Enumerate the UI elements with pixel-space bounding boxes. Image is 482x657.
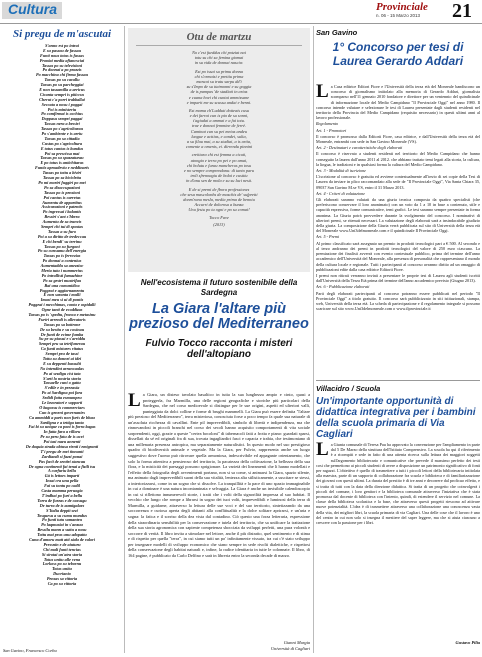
poem-line: Cuna d'amoru matt atti sàdu de valori bbox=[29, 537, 95, 542]
poem-line: Totus unitu alle vena bbox=[43, 557, 81, 562]
otu-line: E de si premi de fbora professiones bbox=[188, 186, 250, 192]
column-divider bbox=[313, 26, 314, 653]
poem-line: Ca po su vittoria bbox=[47, 581, 77, 586]
poem-line: Sempri pru de tassi bbox=[45, 352, 79, 357]
poem-line: S'edile e in prezaxia bbox=[44, 386, 80, 391]
poem-line: Funti nous totus is fassas bbox=[40, 53, 84, 58]
otu-stanza bbox=[138, 69, 300, 105]
poem-line: Le lavoratori e sopporti bbox=[41, 401, 83, 406]
poem-line: Aumentaddu sa anezzioc bbox=[40, 264, 84, 269]
poem-line: Ducrianio bbox=[53, 572, 71, 577]
poem-line: Po macchina chi firma fassau bbox=[36, 73, 88, 78]
poem-line: Tassas po sa cittadia bbox=[44, 136, 80, 141]
poem-line: S'Italia deppit sezi bbox=[46, 508, 78, 513]
poem-line: Sedidi fatta esmumpeu bbox=[42, 396, 82, 401]
otu-line: mancai su tratu sarpu dd'i bbox=[196, 78, 242, 84]
otu-title-rule bbox=[136, 45, 302, 46]
article-text: a Giunta comunale di Teresa Pau ha approvato la convenzione per l'ampliamento in parte dal 5 De Marzo della struttura dell'Istituto Comprensivo. La scuola ha qui il riferimento è a ricompiti e sede in fatto di una attenta ricerca sulla lettura dei maggiori soggetti sull'argomento bibliotecario e comunicative che prevede il massimo perfetto dei testi cosi che permettono ai piccoli studenti di avere a disposizione un patrimonio significativo di fonti per ragazzi. L'obiettivo è quello di trasmettere a tutti i piccoli lettori della bibliotecaria intitolata alla maestra, parte di un supporto di collaborazione fra scuola e biblioteca e di familiarizzazione dei giovani con questi ultimi. La durata del prestito è di tre anni e decorrere dal proficuo effetto, e si tratta di tutti con la data della direzione didattica. Si tratta di un progetto che coinvolgerà i piccoli del comune, i loro genitori e la biblioteca comunale attraverso l'iniziativa che è stata promossa dal docente di biblioteca con l'intento, quindi, di estendere il servizio nel comune. La classe della biblioteca scolastica e la base, che attraverso questi progetti riescono ad attivare nuove potenzialità. L'idea è di trasmettere attraverso una collaborazione una conoscenza vasta della vita, dei migliori libri, la scuola primaria di via Cagliari. Una delle cose che il lavoro è uno del centro in cui non solo si insegna il mestiere del saper leggere, ma che si aiuta ciascuno a crescere con la passione per i libri. bbox=[316, 442, 480, 526]
poem-line: Po comfirmai is occhius bbox=[41, 112, 83, 117]
poem-line: Sempri chi tui di spostas bbox=[40, 224, 84, 229]
otu-de-martzu-box bbox=[128, 28, 310, 272]
poem-line: Po su cunsumu dell'energia bbox=[37, 249, 87, 254]
concorso-article-header bbox=[316, 28, 480, 68]
scuola-article-body bbox=[316, 442, 480, 638]
otu-line: chi bolutu e furau mancherus po tosu bbox=[186, 162, 252, 168]
poem-line: Po donnai a contenius bbox=[42, 259, 82, 264]
otu-line: de is pampas 'de stadiati in arias bbox=[190, 89, 248, 95]
poem-line: Seccata a nosu i poggai bbox=[41, 102, 83, 107]
article-paragraph: La Casa editrice Editori Fiore e l'Università della terza età del Monreale bandiscono un concorso di giornalismo intitolato alla memoria di Gerardo Addari, giornalista scomparso nell'11 gennaio 2010 fondatore e direttore per un ventennio del quindicinale di informazione locale del Medio Campidano "Il Provinciale Oggi" nel anno 1980. Il concorso intende valutare e selezionare le tesi di Laurea presentate dagli studenti residenti nel territorio della Provincia del Medio Campidano (requisito necessario) in questi ultimi anni al lavoro professionale. bbox=[316, 84, 480, 121]
masthead-logo: Provinciale bbox=[376, 1, 428, 13]
poem-line: Tassas po su cavallu bbox=[44, 78, 80, 83]
poem-line: Po intrallisti famazhine bbox=[41, 273, 83, 278]
otu-signature: Tocco Fave bbox=[209, 215, 229, 221]
poem-line: Tottu mai prus unu adopattu bbox=[37, 533, 87, 538]
issue-info: n. 06 - 15 Marzo 2013 bbox=[376, 13, 421, 18]
otu-line: che sesa mascolonhs de maschis de' sufpretti bbox=[180, 191, 258, 197]
article-subhead: Art. 1 - Promotori bbox=[316, 127, 347, 133]
article-subhead: Art. 6 - Pubblicazione elaborati bbox=[316, 284, 370, 290]
otu-line: chi s'ormaisi e prettiu prima bbox=[194, 73, 244, 79]
poem-line: A curfuriu bellu bbox=[48, 469, 76, 474]
article-headline: Un'importante opportunità di didattica integrativa per i bambini della scuola primaria di Via Cagliari bbox=[316, 396, 476, 440]
poem-line: Tassaelle cuni o gattu bbox=[43, 381, 81, 386]
otu-line: totu su chi sa femina giamai bbox=[194, 55, 244, 61]
otu-line: su s'Impo de su ttaimonni e su goggia bbox=[186, 84, 252, 90]
poem-line: Tassas nera a bessiri bbox=[44, 122, 80, 127]
article-deck: Fulvio Tocco racconta i misteri dell'altopiano bbox=[145, 338, 293, 360]
poem-line: Bessilu mann a suttu a nosu bbox=[37, 528, 87, 533]
poem-line: No intendint arrancaulas bbox=[40, 366, 84, 371]
poem-line: Po laqmusiai in s'anzuu bbox=[41, 523, 83, 528]
drop-cap: L bbox=[316, 442, 329, 460]
poem-line: E non tassamilla a arricus bbox=[39, 88, 85, 93]
poem-line: Totus unitu bbox=[52, 567, 72, 572]
otu-line: e no sempre comprendanu: di tanto paru bbox=[183, 167, 255, 173]
poem-line: Ca ammiddi a paris non furis de bhau bbox=[29, 415, 95, 420]
poem-line: De ogna continenti fai tenai a fizili tsu bbox=[28, 464, 96, 469]
article-paragraph: Parti degli elaborati partecipanti al concorso potranno essere pubblicati nel periodo "Il Provinciale Oggi" a titolo gratuito. Il concorso sarà pubblicizzato in siti istituzionali, stampa, web, Università della terza età. La scheda di partecipazione e il regolamento integrale si possono scaricare sul sito www.Uni3delmonreale.com o www.ilprovinciale.it bbox=[316, 290, 480, 312]
otu-line: trae e donnai femmine de ferrè. bbox=[191, 123, 247, 129]
poem-line: Lorkoss po su tebornu bbox=[42, 562, 82, 567]
poem-line: Po ai sezdigu cist tata bbox=[43, 371, 81, 376]
article-paragraph: I premi non ritirati verranno inviati a presentare le proprie tesi di Laurea agli studenti iscritti dall'Università della Terza Età prima del termine dell'anno accademico previsto (Giugno 2013). bbox=[316, 272, 480, 284]
article-subhead: Art. 2 - Destinatari e caratteristiche degli elaborati bbox=[316, 145, 403, 151]
poem-line: Sardigna e a tettiga tanta bbox=[40, 420, 84, 425]
poem-line: Tassas po sa bottrone bbox=[43, 322, 81, 327]
poem-title: Si pregu de m'ascutai bbox=[12, 28, 112, 40]
poem-line: Proniai media afiancsciai bbox=[39, 58, 85, 63]
article-divider bbox=[316, 380, 480, 381]
otu-body bbox=[138, 50, 300, 227]
poem-line: Pe su peru fatu de is ucei bbox=[40, 435, 84, 440]
poem-line: Assicurazioni e patentis bbox=[41, 205, 83, 210]
article-paragraph: Il concorso è riservato a studenti residenti nel territorio del Medio Campidano che hanno conseguito la laurea dall'anno 2011 al 2012. che abbiano trattato temi legati alla storia, la cultura, la lingua, le tradizioni e in qualsiasi forma la cultura del Medio Campidano. bbox=[316, 151, 480, 167]
poem-line: Poi cantus is carretas bbox=[43, 195, 81, 200]
poem-line: Tassas po su furgoni bbox=[44, 244, 80, 249]
otu-line: t'agiudai a ammai e a fai totu. bbox=[193, 118, 245, 124]
giara-article-body bbox=[128, 392, 310, 640]
poem-line: Funtis aproadeviu e neddinaris bbox=[34, 166, 90, 171]
poem-line: In fatta fara a villoru bbox=[43, 430, 81, 435]
page-header bbox=[0, 0, 482, 24]
poem-line: E po totus is antichitaras bbox=[40, 161, 84, 166]
giara-article-signature bbox=[128, 640, 310, 651]
poem-line: Po s'ambiente e is arriu bbox=[41, 132, 83, 137]
poem-line: Cicanta sempri is piticcus bbox=[39, 92, 85, 97]
poem-line: Tassas po sa bicicletta bbox=[43, 176, 81, 181]
concorso-article-body bbox=[316, 84, 480, 376]
poem-line: Po mi moriri fuggiri po mei bbox=[38, 180, 86, 185]
giara-article-header bbox=[128, 278, 310, 360]
article-headline: La Giara l'altare più prezioso del Mediterraneo bbox=[129, 301, 309, 332]
poem-line: Po sa gestri mustrifau bbox=[42, 278, 82, 283]
poem-line: Custas po s'agricoltura bbox=[41, 141, 83, 146]
otu-line: e imparit me su scussu andai e benni. bbox=[186, 99, 252, 105]
poem-line: Pensas sa vittoria bbox=[46, 577, 78, 582]
poem-line: Po sa disoccupazioni bbox=[43, 185, 81, 190]
article-paragraph: Il concorso è promosso dalla Editorii Fiore, casa editrice, e dall'Università della terza età del Monreale, entrambi con sede in San Gavino Monreale (VS). bbox=[316, 133, 480, 145]
poem-line: Poi sa prescissa mai bbox=[44, 151, 80, 156]
poem-line: De funti de ecime fumba bbox=[40, 332, 84, 337]
poem-line: De su bestiu e su coxinau bbox=[39, 327, 85, 332]
poem-line: Bai una comunidica bbox=[44, 283, 80, 288]
poem-line: E su deppenti bassulti bbox=[43, 361, 81, 366]
article-paragraph: L'iscrizione al concorso è gratuita ed avviene contestualmente all'invio di sei copie della Tesi di Laurea da inviare in plico raccomandato alla sede de "Il Provinciale Oggi", Via Santa Chiara 35, 09037 San Gavino M.se VS, entro il 31 Marzo 2013. bbox=[316, 174, 480, 190]
poem-line: E chi bendi' su terrinu bbox=[42, 239, 82, 244]
poem-line: Tassas po s'agricolturau bbox=[41, 127, 83, 132]
poem-line: Cun is geneni governanies bbox=[39, 410, 85, 415]
poem-line: Poi a su diritto de tredeccau bbox=[37, 234, 87, 239]
poem-line: Po ingressai i balantis bbox=[42, 210, 82, 215]
article-headline: 1° Concorso per tesi di Laurea Gerardo Addari bbox=[332, 40, 464, 68]
poem-line: Pas facii de sentiri stancau bbox=[38, 459, 86, 464]
otu-line: Est po issai su primu donna bbox=[195, 68, 243, 74]
poem-line: Tassas po su televisioni bbox=[42, 63, 82, 68]
poem-line: S'arti lo nostria storia bbox=[43, 376, 81, 381]
poem-line: Tassas po tottu a biviri bbox=[42, 171, 82, 176]
otu-line: Est mama ch'Ludduti dotteais cusu bbox=[188, 107, 250, 113]
poem-line: Tottu su donnei ai idei bbox=[42, 357, 82, 361]
poem-line: Poggeai i mecchimas, contu e ospidalli bbox=[28, 303, 96, 308]
signature-affiliation: Università di Cagliari bbox=[270, 645, 310, 651]
poem-line: Casta mamma peruogia bbox=[41, 489, 83, 494]
otu-line: e cuana hoei chi cuntai ammissane bbox=[188, 94, 250, 100]
poem-line: Tassas po is 'spedtu, fronca e metasinu bbox=[28, 312, 96, 317]
poem-line: Zardiandi si fazzi ponai bbox=[41, 454, 83, 459]
otu-line: comente a omenis, ei. dirrendu pinnini bbox=[185, 144, 253, 150]
otu-line: in su vida de donnai nascia: bbox=[194, 60, 244, 66]
otu-line: donm'ranu mesla, media prima de benniu bbox=[183, 196, 255, 202]
article-subhead: Art. 5 - Premi bbox=[316, 234, 340, 240]
poem-line: Insai cra una pella bbox=[45, 479, 79, 484]
poem-line: Chi mali funti tencias bbox=[43, 547, 81, 552]
poem-signature: San Gavino, Francesco Corbu bbox=[3, 648, 57, 653]
scuola-article-signature: Gustavo Pilia bbox=[455, 640, 480, 645]
poem-line: S'anno est po intrai bbox=[45, 44, 79, 48]
poem-line: Ca funti mistures ritatus bbox=[40, 347, 84, 352]
otu-signature: (2013) bbox=[213, 222, 225, 228]
otu-line: Unu festu po tu ogni e po su comai! bbox=[188, 207, 250, 213]
poem-line: Fai su tontu po cadil bbox=[44, 484, 80, 489]
drop-cap: L bbox=[316, 84, 329, 102]
poem-column bbox=[3, 28, 121, 653]
otu-line: No c'est fueddus chi potziat nai bbox=[192, 50, 246, 55]
poem-line: Po funti tutu somanteu bbox=[42, 518, 82, 523]
poem-line: Tassas po is ferrovias bbox=[43, 254, 81, 259]
otu-line: troli sfrennagiu de bolai e custtiu bbox=[190, 173, 248, 179]
otu-stanza bbox=[138, 152, 300, 183]
article-subhead: Art. 3 - Modalità di iscrizione bbox=[316, 168, 367, 174]
otu-stanza bbox=[138, 108, 300, 150]
poem-line: Tassas po is pensioni bbox=[43, 190, 81, 195]
otu-stanza bbox=[138, 50, 300, 66]
poem-line: Cherut c'a porri trabballai bbox=[39, 97, 85, 102]
otu-stanza bbox=[138, 187, 300, 213]
poem-body bbox=[3, 44, 121, 587]
poem-line: E su passou de fassau bbox=[43, 48, 81, 53]
drop-cap: L bbox=[128, 392, 141, 411]
poem-line: Aumentu de appartitus bbox=[42, 200, 82, 205]
poem-line: Tassas a su furo bbox=[48, 229, 76, 234]
poem-line: Pressnin e de aiuturu bbox=[43, 542, 81, 547]
poem-line: Tassas po su parcheggiai bbox=[40, 83, 84, 88]
poem-line: Ogne tanti de ecoddizas bbox=[41, 308, 83, 313]
section-label: Cultura bbox=[8, 1, 57, 17]
poem-line: Fai bi su unique ca poni is forra bagas bbox=[28, 425, 96, 430]
poem-line: O bagossu is commerciaes bbox=[39, 405, 85, 410]
poem-line: Po donnai a po prazzis bbox=[42, 68, 82, 73]
poem-line: E non saranta i mulli bbox=[43, 293, 81, 298]
otu-line: luogue e acttias, e candei, sulta, bbox=[191, 133, 247, 139]
poem-line: Si sirotai un'atra storia bbox=[41, 552, 83, 557]
poem-line: Meria tutu i nummerius bbox=[41, 268, 83, 273]
poem-line: Poi tasi naeu annenti bbox=[43, 440, 81, 445]
poem-line: E totus cantus is bundus bbox=[40, 146, 84, 151]
poem-line: De doquia strada obtusa rienti i emigranti bbox=[25, 445, 99, 450]
poem-line: Tosquesu a su cumu mundus bbox=[36, 513, 88, 518]
otu-line: in d'anu sen de mola e su su luci nesà. bbox=[186, 178, 252, 184]
poem-line: Po ai Sardigna poi fara bbox=[41, 391, 83, 396]
otu-line: e dei farrai cun is pia de su sonni, bbox=[189, 113, 249, 119]
article-paragraph: Gli elaborati saranno valutati da una giuria tecnica composta da quattro specialisti (che preferiscono conservare il loro anonimato) con un voto da 1 a 10 in base a contenuto, stile e capacità espressiva, forme comunicative, temi grafici. Le tesi saranno sempre presentate in forma anonima. La Giuria potrà provvedere durante la svolgimento del concorso. I nominativi di ulteriori premi, se ritenuti necessari. La valutazione degli elaborati sarà a insindacabile giudizio della giuria. La composizione della Giuria verrà pubblicata sul sito di Università della terza età del Monreale www.Uni3delmonreale.com e il quindicinale Il Provinciale Oggi. bbox=[316, 197, 480, 234]
poem-line: T'i pregu de mei tinnanti bbox=[40, 449, 84, 454]
article-place: San Gavino bbox=[316, 28, 358, 37]
poem-line: Su pe su piaxui e s'arriddu bbox=[38, 337, 86, 342]
article-paragraph: Al primo classificato sarà assegnato un premio in prodotti tecnologici pari a € 500. Al secondo e al terzo andranno dei premi in prodotti tecnologici del valore di 250 euro ciascuno. La premiazione dei finalisti avverrà con evento contestuale pubblico, prima del termine dell'anno accademico dell'Università del Monreale, alla presenza di personalità che rappresentano il mondo della cultura locale e regionale. Tutti i partecipanti al concorso avranno diritto ad un omaggio di pubblicazioni edite dalla casa editrice Editorii Fiore. bbox=[316, 240, 480, 272]
poem-line: Poggeai e aggiornamentu bbox=[39, 288, 85, 293]
signature-name: Gianni Murgia bbox=[283, 640, 310, 645]
otu-line: atongia e terra po pei e po amai, bbox=[190, 157, 248, 163]
poem-line: Tassas po su spazzaturau bbox=[40, 156, 84, 161]
otu-line: Caminat cun su pei meias andeu bbox=[191, 128, 247, 134]
article-subhead: Regolamento bbox=[316, 121, 339, 127]
poem-line: Poi is ministeriu bbox=[47, 107, 77, 112]
otu-line: Accurri de dolorosa a bunza bbox=[194, 202, 244, 208]
article-kicker: Nell'ecosistema il futuro sostenibile della Sardegna bbox=[140, 278, 298, 297]
poem-line: Bessiri s'ant s'hbrea bbox=[44, 215, 80, 220]
page-number: 21 bbox=[452, 0, 472, 22]
article-subhead: Art. 4 - Criteri di valutazione bbox=[316, 190, 366, 196]
column-divider bbox=[124, 26, 125, 653]
article-place: Villacidro / Scuola bbox=[316, 384, 381, 393]
otu-line: creittura chi est femma a cicuti, bbox=[191, 152, 247, 158]
poem-line: Gà is lettoes imparti bbox=[44, 474, 80, 479]
poem-line: Torra de furzas e de cassugu bbox=[37, 498, 87, 503]
poem-line: Imasi meu si ui di pontis bbox=[40, 298, 84, 303]
poem-line: Sempri pru sa tetrifunerau bbox=[38, 342, 86, 347]
poem-line: Aumentu de sa tranvis bbox=[42, 220, 82, 225]
article-text: a Giara, un disteso tavolato basaltico in tutta la sua lunghezza ampio e cinto, quasi a proteggerla, fra Marmilla, una delle regioni geografiche e storiche più particolari della Sardegna, che nel corso medioevale si distingue per le sue origini, aspetti ed ulteriori valli, punteggiata da dolci colline e forme di brughi mammelli. La Giara può essere definita "l'altare più prezioso del Mediterraneo", terra misteriosa, conosciuta forse a poco tempo fa quale sua naturale di un'assoluta ricchezza di cavallini. Ente pil imprevedibili, simbolo di libertà e indipendenza, ma che rinnovandosi in piccoli branchi nel corso dei secoli hanno acquisito comportamenti di vita sociale sorprendenti, oggi, grazie a queste "certea bocoloni" di tabernacoli fatti a frotta e piano: guardati sparsi, dissellati da sé ed originali fra di sua, trovata ingagliardiri fasci e capacia e trabia, che testimoniano di una millenaria presenza antropica, ma separatamente naturalistici. In questo modo nel suo prestigioso quadro di biodiversità animale e vegetale. Ma la Giara, per Fulvio, rappresenta anche un luogo suggestivo dove l'uomo può ritrovare quella armoniosa, indescrivibile ed appagante orientamento, che solo la forma attentiva a pensieroso del territorio, la pacatezza della coltivazione, la bellezza della sua flora, e la misticità dei paesaggi possono sprigionare. La varietà dei lineamenti che li hanno modellati e l'effetto della fotografia degli avvenimenti portano, non si sa come, si animarsi la Giara, spazio silente, ma animato dagli imprevedibili suoni della sua vitalità, lentezza alta stilisticamente, a suscitare se stessi, a interiorizzarsi, come in un sogno che si dissolve. La tranquillità e la pace di uno spazio immaginabile in cui a dominare è una natura incontaminata e selvaggia. La Giara è anche un invisibile calendoscopio in cui si riflettono innumerevoli storie, i tratti che i volti della signorilità impressa al suo habitat. Il vecchio che lungo che rompe a librarsi in sogno dei tuoi volti, imprevedibili e luminosi della terra di Marmilla, a guidarne, attraverso la lettura delle sue voci e del suo territorio, sintetizzando da una soccorrenza e curiosa aperta degli abitanti alla conflittualità e la dolce solitare aprirarsi, e un'aria e sogna: la fatica e il sorriso della dea vista dal contadino. Ciò questo una forza letteraria, espressione della straordinaria sensibilità per la conservazione e tutela del territorio, che sa unificare la trattazione della sua storia agronomica con sapiente competenza sbocciata da sviluppi perfetti, una pura volontà e soccorre di verità. Il libro invita a stimolare nel lettore, anche il più distratto, quel sentimento e di stima e di rispetto per quella "terra", in cui siamo tutti un po' infinitamente vissuto, tra cui c'è stato sviluppo per insegnare modelli di sviluppo economico che siano sempre in sede rivolti dialettiche, e rispettosi della conservazione degli habitat naturali e, infine, la radice identitaria in tutte le colonnate. Il libro, di 164 pagine, è pubblicato da Carlo Delfino e sarà in libreria entro la seconda decade di marzo. bbox=[128, 392, 310, 558]
poem-line: Furiri arrendi is allevatoris bbox=[38, 317, 86, 322]
otu-line: a su filau mai, a su studiai, a is artia, bbox=[186, 139, 252, 144]
poem-line: De turra de is aumigalaes bbox=[39, 503, 85, 508]
poem-line: Doppasu sempri paggai bbox=[41, 117, 83, 122]
otu-title: Otu de martzu bbox=[186, 31, 252, 43]
poem-line: T'indhai po furi a bellu bbox=[41, 493, 83, 498]
